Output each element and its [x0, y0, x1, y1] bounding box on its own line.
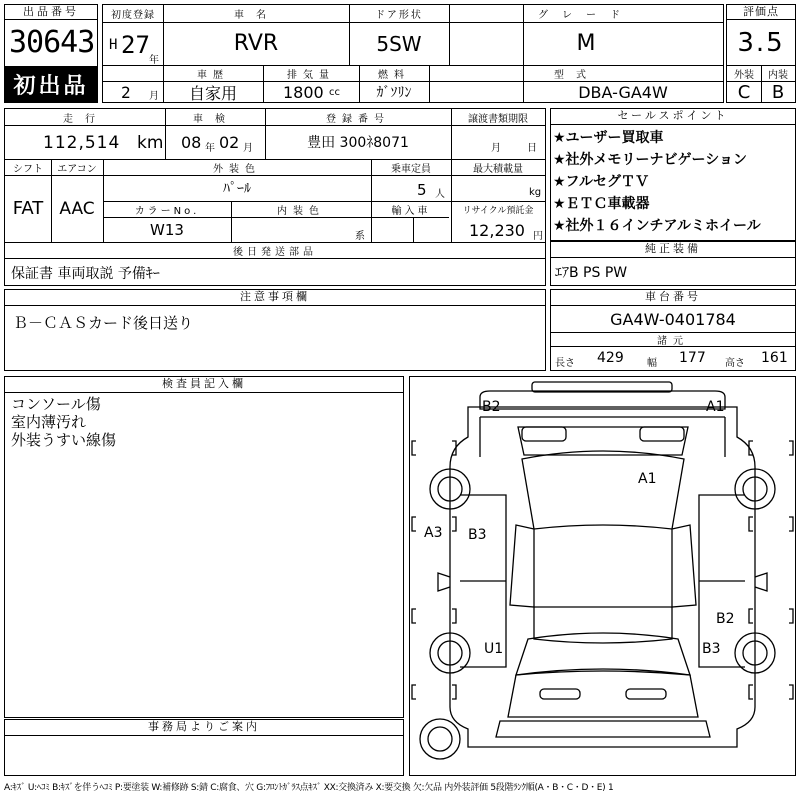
int-color-label: 内装色 — [277, 205, 325, 217]
month-unit: 月 — [149, 91, 159, 102]
office-box — [4, 719, 404, 776]
int-score: B — [771, 81, 785, 103]
history: 自家用 — [188, 83, 237, 103]
transfer-month-unit: 月 — [491, 143, 501, 154]
recycle-fee: 12,230 — [469, 221, 525, 240]
chassis-box — [550, 289, 796, 371]
vehicle-top-box — [102, 4, 724, 103]
capacity: 5 — [417, 181, 427, 199]
history-label: 車歴 — [197, 69, 229, 81]
sales-point-item: ★社外１６インチアルミホイール — [553, 218, 761, 234]
inspector-box — [4, 376, 404, 718]
insp-year-unit: 年 — [205, 143, 215, 154]
mileage: 112,514 — [43, 133, 121, 153]
mileage-unit: km — [137, 133, 164, 153]
sales-points-label: セールスポイント — [551, 109, 795, 125]
width-label: 幅 — [647, 358, 657, 369]
mileage-label: 走行 — [63, 113, 107, 125]
sales-point-item: ★ＥＴＣ車載器 — [553, 196, 650, 212]
car-name-label: 車名 — [234, 10, 278, 21]
inspector-note-line: 室内薄汚れ — [11, 413, 87, 431]
shift: FAT — [12, 198, 44, 219]
displacement-unit: cc — [329, 87, 340, 98]
insp-month: 02 — [219, 133, 240, 152]
chassis-label: 車台番号 — [551, 290, 795, 306]
insp-year: 08 — [181, 133, 202, 152]
equipment-label: 純正装備 — [551, 242, 795, 258]
grade: M — [576, 31, 596, 56]
equipment-box — [550, 241, 796, 286]
score: 3.5 — [737, 28, 785, 58]
lot-number-label: 出品番号 — [5, 5, 97, 20]
load-unit: kg — [529, 187, 542, 198]
transfer-day-unit: 日 — [527, 143, 537, 154]
first-reg-label: 初度登録 — [111, 10, 155, 21]
era: H — [109, 37, 118, 53]
air-conditioner: AAC — [59, 198, 95, 219]
capacity-label: 乗車定員 — [391, 163, 431, 175]
door-label: ドア形状 — [375, 10, 423, 21]
color-no-label: カラーNo. — [134, 205, 200, 217]
ext-score: C — [737, 81, 751, 103]
ac-label: エアコン — [57, 163, 97, 175]
model-type: DBA-GA4W — [578, 82, 668, 102]
first-reg-month: 2 — [121, 83, 131, 102]
equipment-value: ｴｱB PS PW — [555, 265, 628, 281]
damage-mark-right-front: B3 — [702, 641, 721, 657]
inspection-label: 車検 — [193, 113, 237, 125]
inspector-note-line: 外装うすい線傷 — [11, 431, 117, 449]
car-name: RVR — [233, 31, 279, 56]
first-listing-text: 初出品 — [13, 73, 89, 99]
damage-mark-left-front: U1 — [484, 641, 504, 657]
inspector-lines — [11, 395, 116, 449]
color-number: W13 — [150, 220, 184, 239]
damage-mark-left-rear-door: B3 — [468, 527, 487, 543]
car-diagram — [409, 376, 796, 776]
reg-no-label: 登録番号 — [326, 113, 390, 125]
shift-label: シフト — [13, 163, 43, 175]
damage-mark-rear-right: A1 — [706, 399, 725, 415]
displacement: 1800 — [283, 83, 324, 102]
sales-point-item: ★ユーザー買取車 — [553, 130, 664, 146]
sales-point-item: ★フルセグＴＶ — [553, 174, 649, 190]
ext-label: 外装 — [734, 69, 754, 81]
width: 177 — [679, 350, 706, 366]
color-label: 外装色 — [213, 163, 261, 175]
height-label: 高さ — [725, 358, 745, 369]
recycle-unit: 円 — [533, 231, 543, 242]
dims-label: 諸元 — [657, 335, 689, 347]
insp-month-unit: 月 — [243, 143, 253, 154]
later-parts: 保証書 車両取説 予備ｷｰ — [11, 266, 160, 282]
details-box — [4, 108, 546, 286]
lot-number-box — [4, 4, 98, 103]
office-label: 事務局よりご案内 — [5, 720, 403, 736]
legend: A:ｷｽﾞ U:ﾍｺﾐ B:ｷｽﾞを伴うﾍｺﾐ P:要塗装 W:補修跡 S:錆 C:腐食、穴 G:ﾌﾛﾝﾄｶﾞﾗｽ点ｷｽﾞ XX:交換済み X:要交換 欠:欠品 内外装評価 5段階ﾗﾝｸ順(A・B・C・D・E) 1 — [4, 783, 614, 793]
recycle-label: リサイクル預託金 — [462, 205, 534, 216]
import-label: 輸入車 — [391, 205, 431, 217]
reg-number: 豊田 300ﾈ8071 — [307, 135, 409, 151]
notes-label: 注意事項欄 — [5, 290, 545, 306]
inspector-note-line: コンソール傷 — [11, 395, 101, 413]
notes-value: Ｂ－ＣＡＳカード後日送り — [13, 314, 194, 332]
inspector-label: 検査員記入欄 — [5, 377, 403, 393]
score-label: 評価点 — [727, 5, 795, 20]
capacity-unit: 人 — [435, 189, 445, 200]
damage-mark-left-quarter: A3 — [424, 525, 443, 541]
lot-number: 30643 — [9, 25, 95, 60]
int-label: 内装 — [768, 69, 788, 81]
length-label: 長さ — [555, 358, 575, 369]
displacement-label: 排気量 — [287, 69, 335, 81]
first-reg-year: 27 — [121, 31, 150, 59]
model-label: 型式 — [554, 69, 598, 81]
first-listing-badge — [5, 66, 97, 102]
sales-point-item: ★社外メモリーナビゲーション — [553, 152, 747, 168]
chassis-number: GA4W-0401784 — [610, 309, 736, 329]
later-parts-label: 後日発送部品 — [233, 246, 317, 258]
fuel-label: 燃料 — [378, 69, 410, 81]
load-label: 最大積載量 — [473, 163, 523, 175]
damage-mark-rear-left: B2 — [482, 399, 501, 415]
damage-mark-right-front-door: B2 — [716, 611, 735, 627]
sales-points-list — [553, 127, 761, 237]
length: 429 — [597, 350, 624, 366]
sales-points-box — [550, 108, 796, 241]
exterior-color: ﾊﾟｰﾙ — [223, 181, 251, 197]
transfer-label: 譲渡書類期限 — [468, 113, 528, 125]
height: 161 — [761, 350, 788, 366]
score-box — [726, 4, 796, 103]
int-color-unit: 系 — [355, 231, 365, 242]
grade-label: グレード — [538, 10, 634, 21]
fuel: ｶﾞｿﾘﾝ — [376, 85, 412, 101]
car-outline — [410, 377, 795, 775]
damage-mark-roof: A1 — [638, 471, 657, 487]
door-type: 5SW — [376, 31, 422, 56]
notes-box — [4, 289, 546, 371]
year-unit: 年 — [149, 55, 159, 66]
